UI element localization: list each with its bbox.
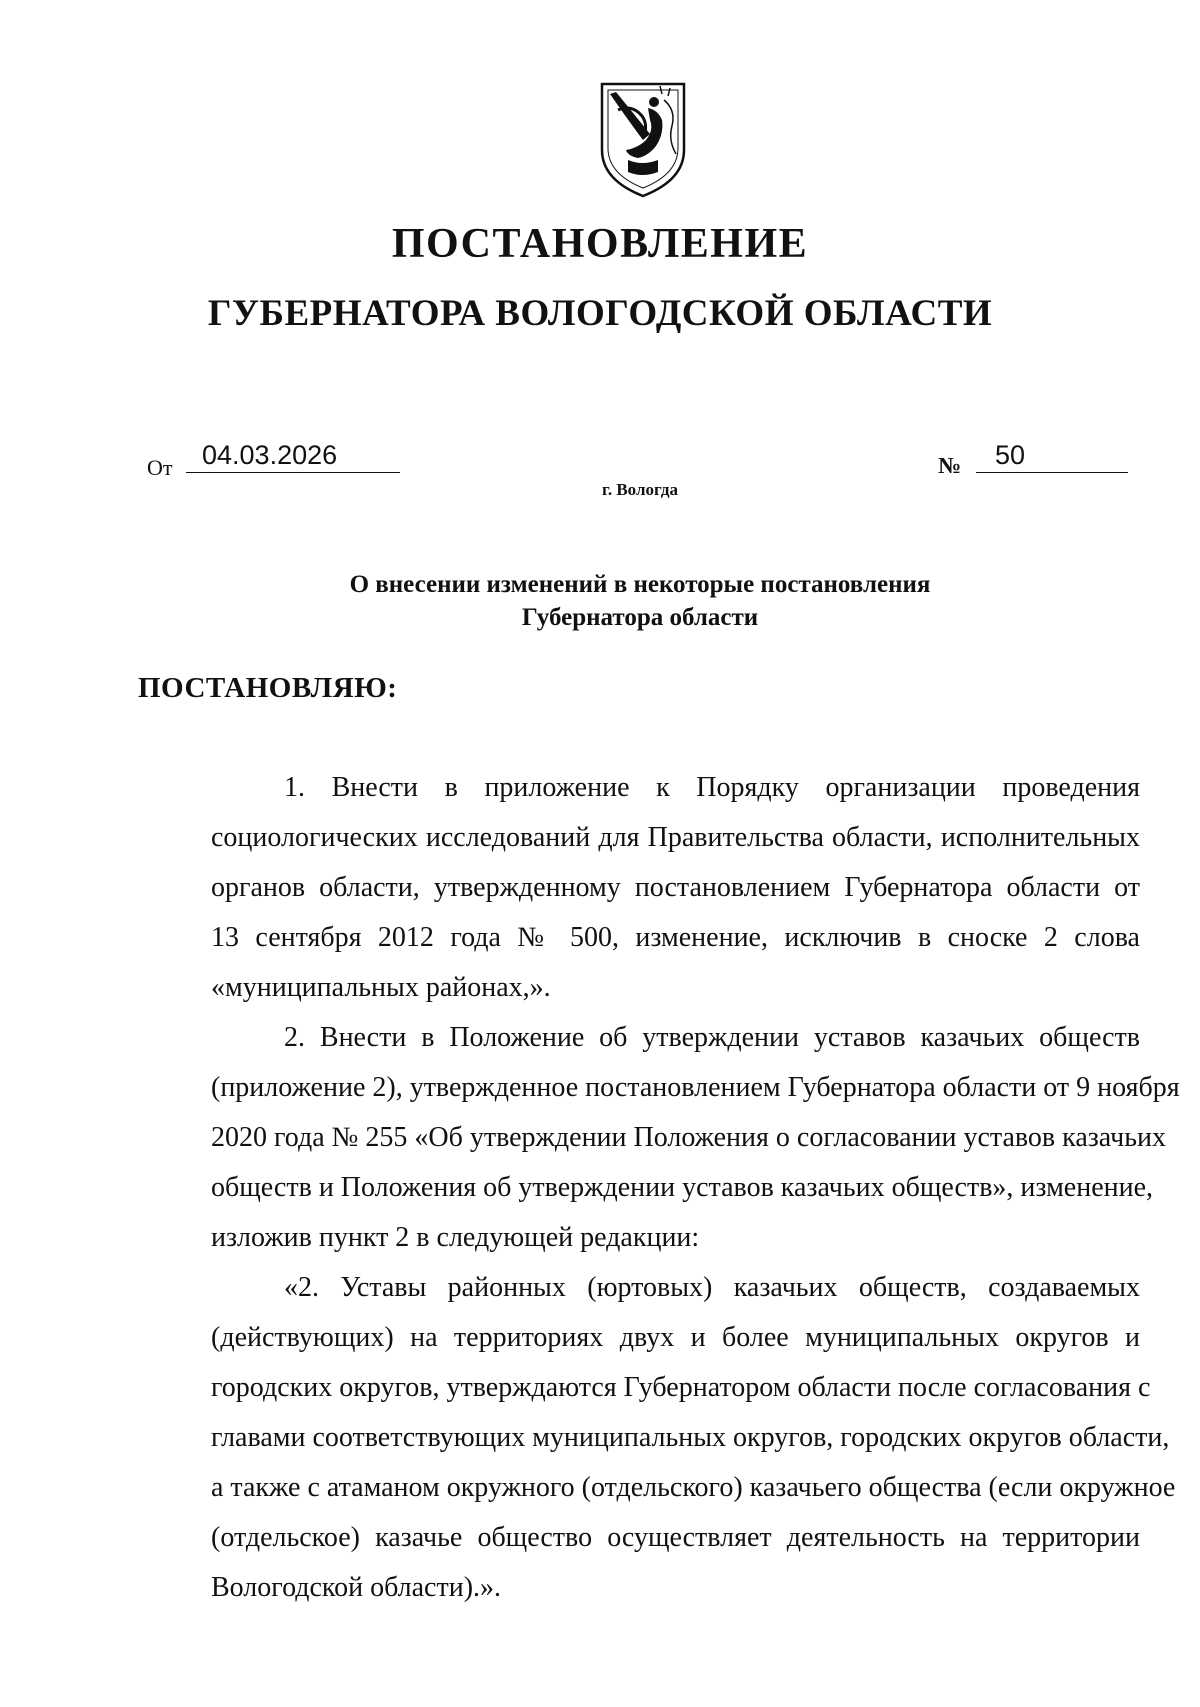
vologda-coat-of-arms-icon <box>598 80 688 200</box>
paragraph-2 <box>138 1013 1180 1263</box>
text-line: (приложение 2), утвержденное постановлением Губернатора области от 9 ноября <box>211 1072 1180 1103</box>
text-line: городских округов, утверждаются Губернатором области после согласования с <box>211 1372 1151 1403</box>
text-line: «2. Уставы районных (юртовых) казачьих обществ, создаваемых <box>284 1272 1140 1303</box>
subject-line: Губернатора области <box>521 604 759 631</box>
text-line: 2020 года № 255 «Об утверждении Положения о согласовании уставов казачьих <box>211 1122 1166 1153</box>
document-date: 04.03.2026 <box>202 440 338 470</box>
paragraph-3 <box>138 1263 1176 1613</box>
paragraph-1 <box>138 763 1140 1013</box>
text-line: 1. Внести в приложение к Порядку организации проведения <box>284 772 1140 803</box>
subject-line: О внесении изменений в некоторые постановления <box>349 571 931 598</box>
text-line: 2. Внести в Положение об утверждении уставов казачьих обществ <box>284 1022 1140 1053</box>
text-line: 13 сентября 2012 года № 500, изменение, исключив в сноске 2 слова <box>211 922 1140 953</box>
text-line: (действующих) на территориях двух и более муниципальных округов и <box>211 1322 1140 1353</box>
document-number: 50 <box>995 440 1026 470</box>
text-line: изложив пункт 2 в следующей редакции: <box>211 1222 700 1253</box>
text-line: органов области, утвержденному постановлением Губернатора области от <box>211 872 1140 903</box>
date-label: От <box>147 455 173 480</box>
decree-heading: ПОСТАНОВЛЯЮ: <box>138 672 398 704</box>
text-line: социологических исследований для Правительства области, исполнительных <box>211 822 1140 853</box>
text-line: Вологодской области).». <box>211 1572 502 1603</box>
document-title: ПОСТАНОВЛЕНИЕ <box>391 221 809 267</box>
city: г. Вологда <box>602 480 678 499</box>
document-body <box>138 763 1180 1613</box>
text-line: обществ и Положения об утверждении уставов казачьих обществ», изменение, <box>211 1172 1154 1203</box>
text-line: главами соответствующих муниципальных округов, городских округов области, <box>211 1422 1170 1453</box>
text-line: (отдельское) казачье общество осуществляет деятельность на территории <box>211 1522 1140 1553</box>
document-subtitle: ГУБЕРНАТОРА ВОЛОГОДСКОЙ ОБЛАСТИ <box>207 293 993 334</box>
text-line: «муниципальных районах,». <box>211 972 551 1003</box>
number-label: № <box>938 453 962 478</box>
text-line: а также с атаманом окружного (отдельского) казачьего общества (если окружное <box>211 1472 1176 1503</box>
document-subject <box>0 568 1200 634</box>
